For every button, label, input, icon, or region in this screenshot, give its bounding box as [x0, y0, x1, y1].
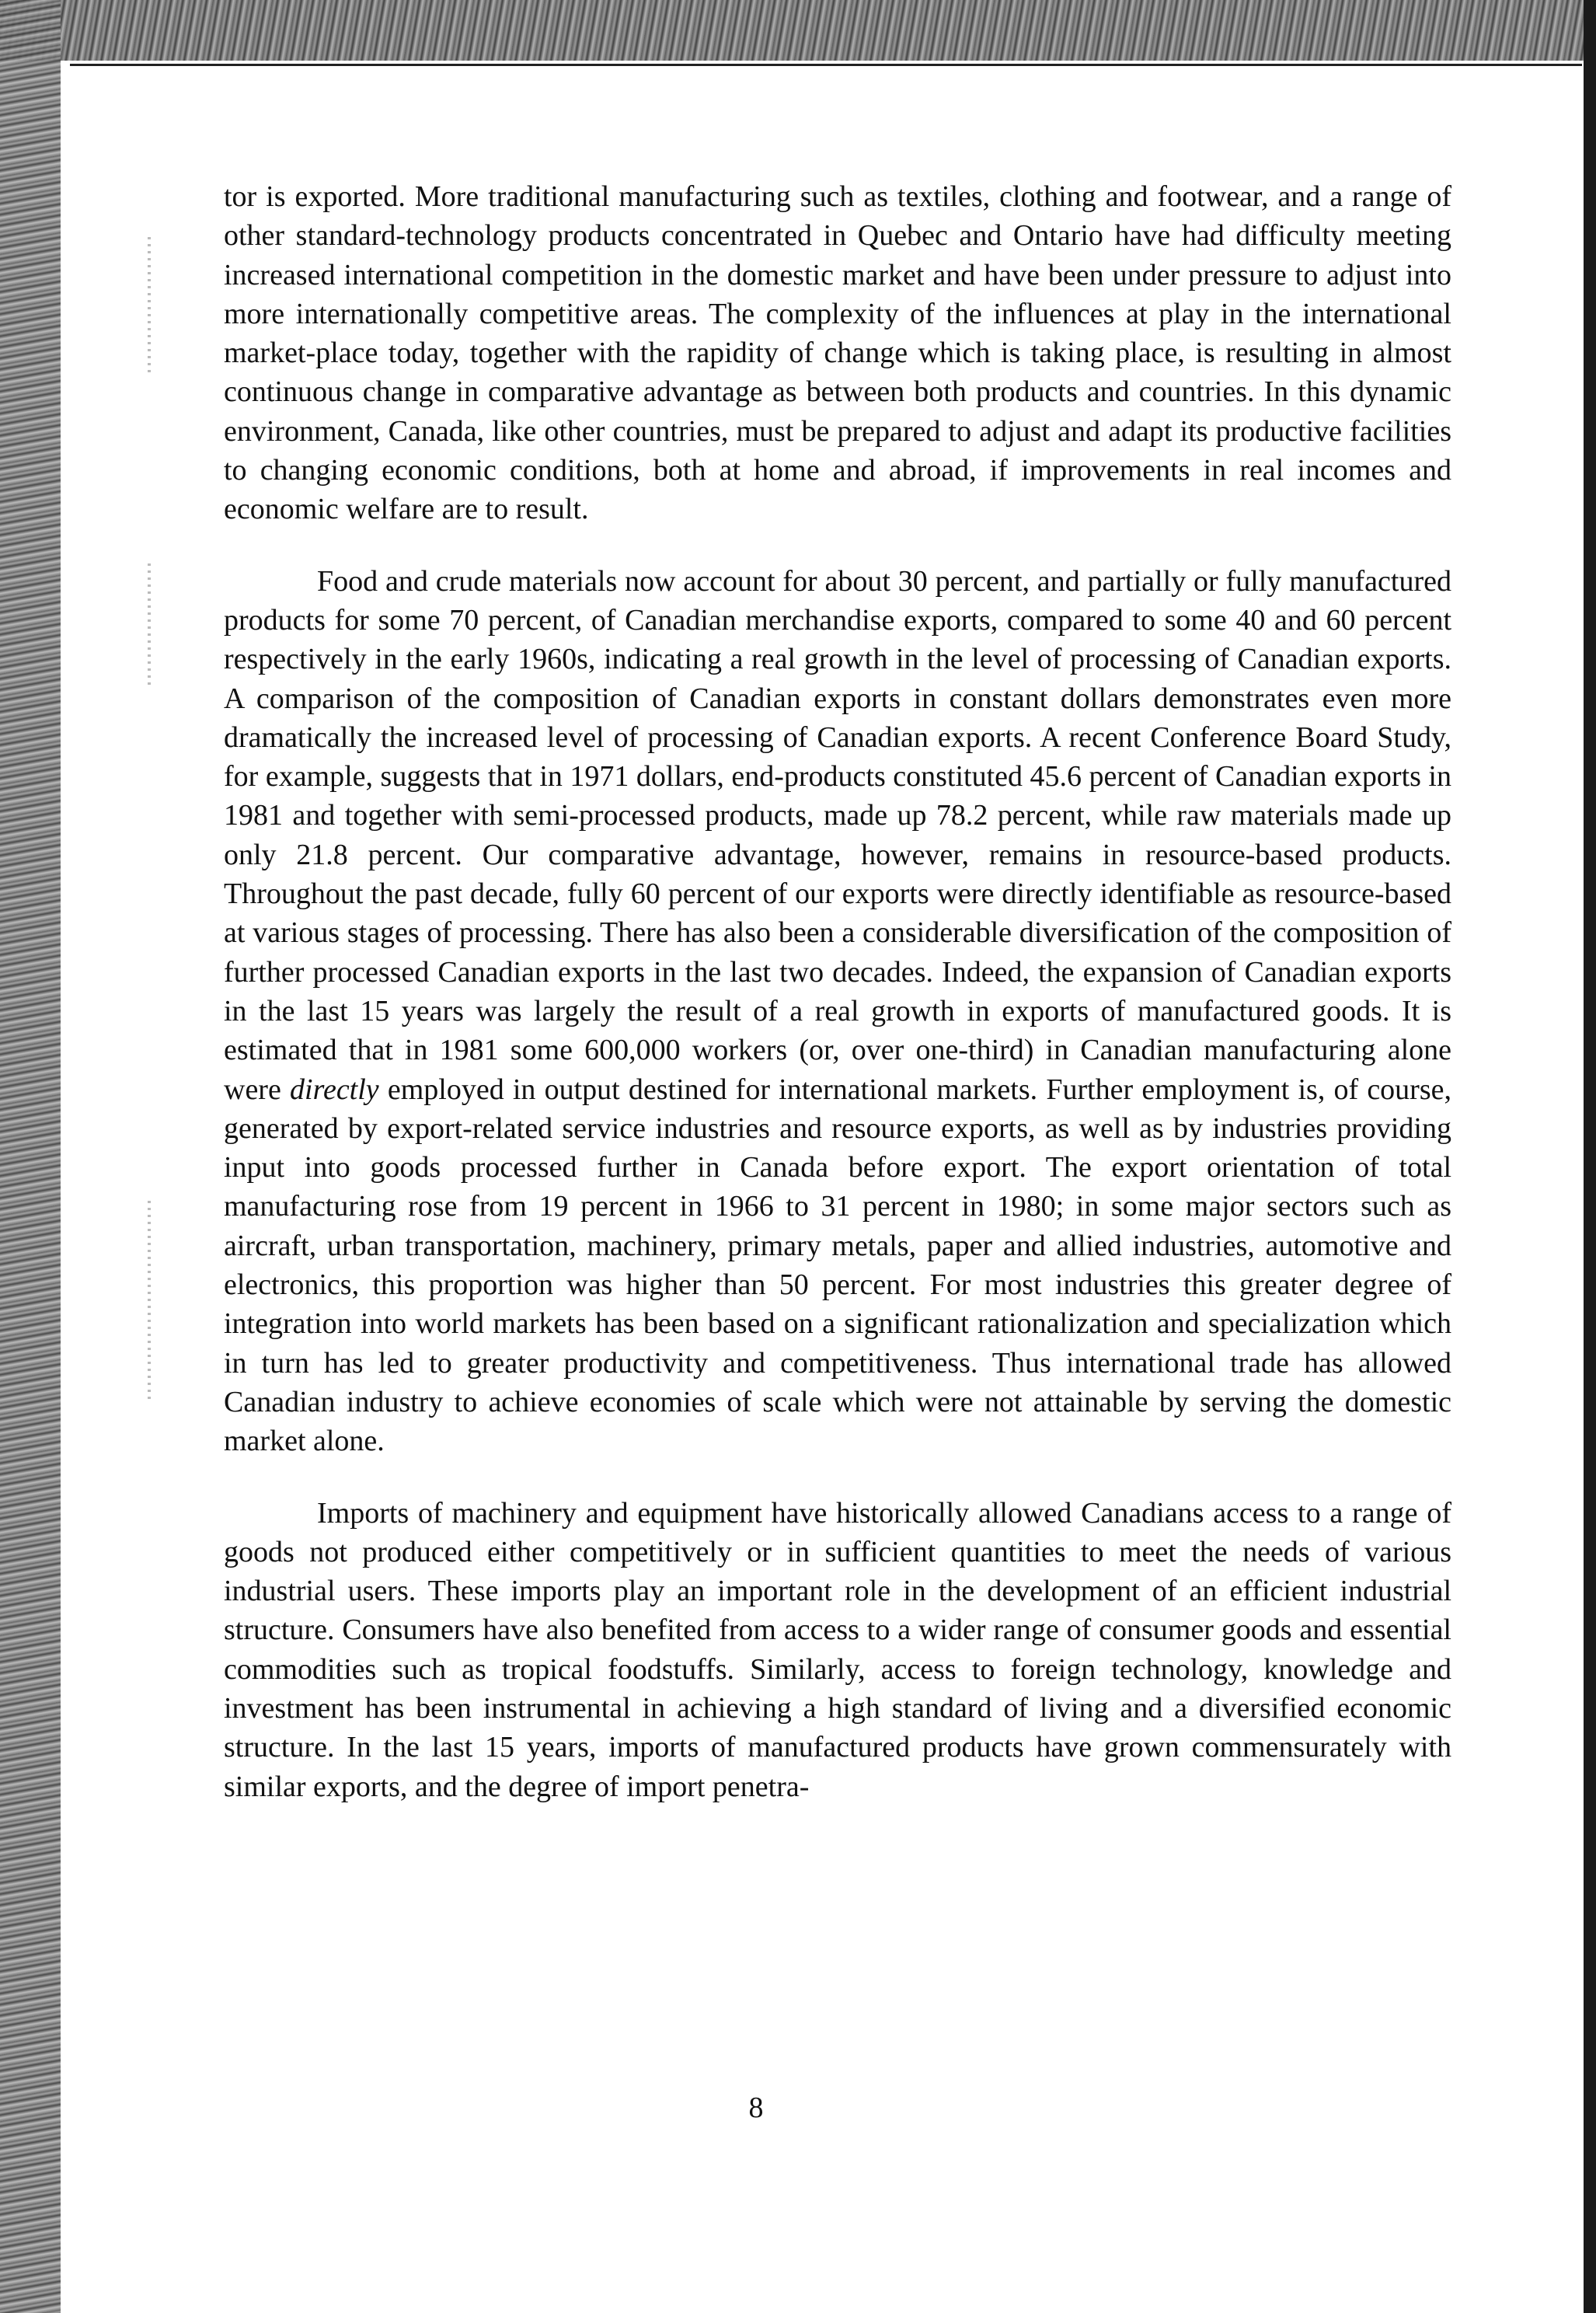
margin-speck: [148, 237, 151, 377]
paragraph-3: Imports of machinery and equipment have historically allowed Canadians access to a range of goods not produced either competitively or in sufficient quantities to meet the needs of various industrial users. These imports play an important role in the development of an efficient industrial structure. Consumers have also benefited from access to a wider range of consumer goods and essential commodities such as tropical foodstuffs. Similarly, access to foreign technology, knowledge and investment has been instrumental in achieving a high standard of living and a diversified economic structure. In the last 15 years, imports of manufactured products have grown commensurately with similar exports, and the degree of import penetra-: [224, 1496, 1451, 1803]
margin-speck: [148, 1201, 151, 1403]
paragraph-2-emphasis: directly: [290, 1073, 379, 1106]
paragraph-2-text-after: employed in output destined for international markets. Further employment is, of course, generated by export-related service industries and resource exports, as well as by industries providing input into goods processed further in Canada before export. The export orientation of total manufacturing rose from 19 percent in 1966 to 31 percent in 1980; in some major sectors such as aircraft, urban transportation, machinery, primary metals, paper and allied industries, automotive and electronics, this proportion was higher than 50 percent. For most industries this greater degree of integration into world markets has been based on a significant rationalization and specialization which in turn has led to greater productivity and competitiveness. Thus international trade has allowed Canadian industry to achieve economies of scale which were not attainable by serving the domestic market alone.: [224, 1073, 1451, 1458]
page-number: 8: [748, 2091, 764, 2124]
paragraph-2-text: Food and crude materials now account for about 30 percent, and partially or fully manufactured products for some 70 percent, of Canadian merchandise exports, compared to some 40 and 60 percent respectively in the early 1960s, indicating a real growth in the level of processing of Canadian exports. A comparison of the composition of Canadian exports in constant dollars demonstrates even more dramatically the increased level of processing of Canadian exports. A recent Conference Board Study, for example, suggests that in 1971 dollars, end-products constituted 45.6 percent of Canadian exports in 1981 and together with semi-processed products, made up 78.2 percent, while raw materials made up only 21.8 percent. Our comparative advantage, however, remains in resource-based products. Throughout the past decade, fully 60 percent of our exports were directly identifiable as resource-based at various stages of processing. There has also been a considerable diversification of the composition of further processed Canadian exports in the last two decades. Indeed, the expansion of Canadian exports in the last 15 years was largely the result of a real growth in exports of manufactured goods. It is estimated that in 1981 some 600,000 workers (or, over one-third) in Canadian manufacturing alone were: [224, 564, 1451, 1106]
scan-left-edge: [0, 0, 61, 2313]
scan-right-edge: [1584, 0, 1596, 2313]
document-body: [224, 177, 1451, 1839]
scan-top-edge: [0, 0, 1596, 61]
paragraph-1: tor is exported. More traditional manufacturing such as textiles, clothing and footwear, and a range of other standard-technology products concentrated in Quebec and Ontario have had difficulty meeting increased international competition in the domestic market and have been under pressure to adjust into more internationally competitive areas. The complexity of the influences at play in the international market-place today, together with the rapidity of change which is taking place, is resulting in almost continuous change in comparative advantage as between both products and countries. In this dynamic environment, Canada, like other countries, must be prepared to adjust and adapt its productive facilities to changing economic conditions, both at home and abroad, if improvements in real incomes and economic welfare are to result.: [224, 180, 1451, 526]
paragraph-2: [224, 562, 1451, 1461]
margin-speck: [148, 563, 151, 688]
